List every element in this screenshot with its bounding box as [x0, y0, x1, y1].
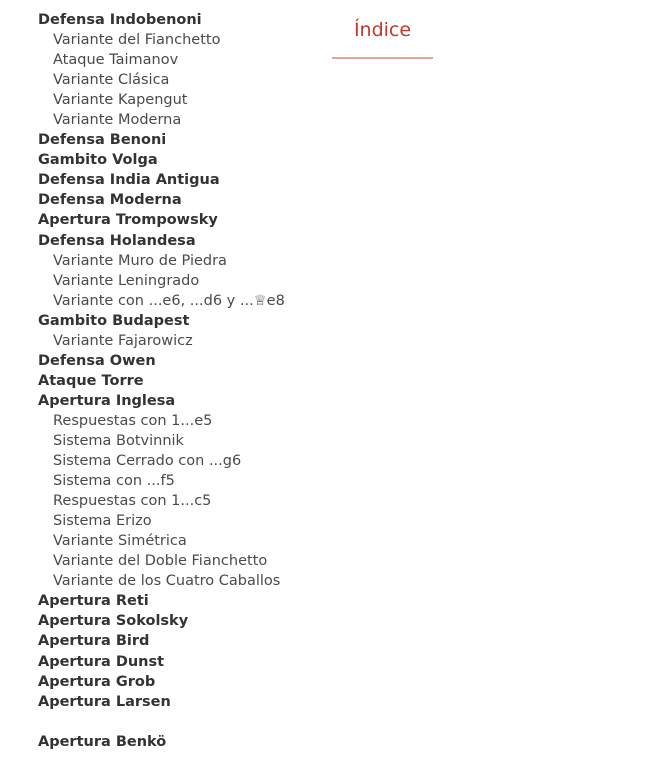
index-title: Índice [353, 19, 412, 41]
toc-opening-link[interactable]: Defensa Moderna [38, 192, 182, 209]
toc-opening-link[interactable]: Gambito Volga [38, 152, 158, 169]
toc-opening-link[interactable]: Apertura Trompowsky [38, 212, 218, 229]
toc-variant-link[interactable]: Sistema Botvinnik [53, 432, 184, 449]
toc-variant-link[interactable]: Variante Muro de Piedra [53, 252, 227, 269]
toc-variant-link[interactable]: Variante Fajarowicz [53, 332, 193, 349]
toc-variant-link[interactable]: Sistema con ...f5 [53, 473, 175, 490]
toc-opening-link[interactable]: Defensa Owen [38, 352, 156, 369]
toc-opening-link[interactable]: Apertura Grob [38, 673, 156, 690]
toc-opening-link[interactable]: Defensa India Antigua [38, 172, 220, 189]
toc-opening-link[interactable]: Apertura Larsen [38, 693, 171, 710]
toc-variant-link[interactable]: Variante Leningrado [53, 272, 200, 289]
toc-opening-link[interactable]: Defensa Indobenoni [38, 12, 202, 28]
toc-variant-link[interactable]: Variante Kapengut [53, 92, 188, 109]
toc-opening-link[interactable]: Apertura Bird [38, 633, 150, 650]
toc-variant-link[interactable]: Sistema Cerrado con ...g6 [53, 453, 242, 470]
toc-opening-link[interactable]: Apertura Reti [38, 593, 149, 610]
toc-opening-link[interactable]: Apertura Inglesa [38, 392, 176, 409]
toc-variant-link[interactable]: Variante de los Cuatro Caballos [53, 573, 281, 590]
toc-opening-link[interactable]: Apertura Sokolsky [38, 613, 189, 630]
toc-variant-link[interactable]: Variante Moderna [53, 112, 182, 129]
toc-opening-link[interactable]: Defensa Benoni [38, 132, 167, 149]
toc-opening-link[interactable]: Apertura Benkö [38, 733, 167, 750]
toc-variant-link[interactable]: Variante del Fianchetto [53, 32, 221, 49]
toc-opening-link[interactable]: Gambito Budapest [38, 312, 190, 329]
toc-variant-link[interactable]: Variante Simétrica [53, 533, 187, 550]
toc-variant-link[interactable]: Variante del Doble Fianchetto [53, 553, 268, 570]
title-underline [332, 57, 433, 59]
toc-variant-link[interactable]: Variante con ...e6, ...d6 y ...♕e8 [53, 292, 285, 309]
toc-spacer [38, 712, 285, 732]
toc-opening-link[interactable]: Apertura Dunst [38, 653, 165, 670]
toc-variant-link[interactable]: Sistema Erizo [53, 513, 152, 530]
toc-opening-link[interactable]: Ataque Torre [38, 372, 144, 389]
toc-variant-link[interactable]: Ataque Taimanov [53, 52, 179, 69]
table-of-contents [38, 10, 285, 752]
toc-opening-link[interactable]: Defensa Holandesa [38, 232, 196, 249]
toc-variant-link[interactable]: Variante Clásica [53, 72, 170, 89]
toc-variant-link[interactable]: Respuestas con 1...e5 [53, 412, 213, 429]
toc-variant-link[interactable]: Respuestas con 1...c5 [53, 493, 212, 510]
